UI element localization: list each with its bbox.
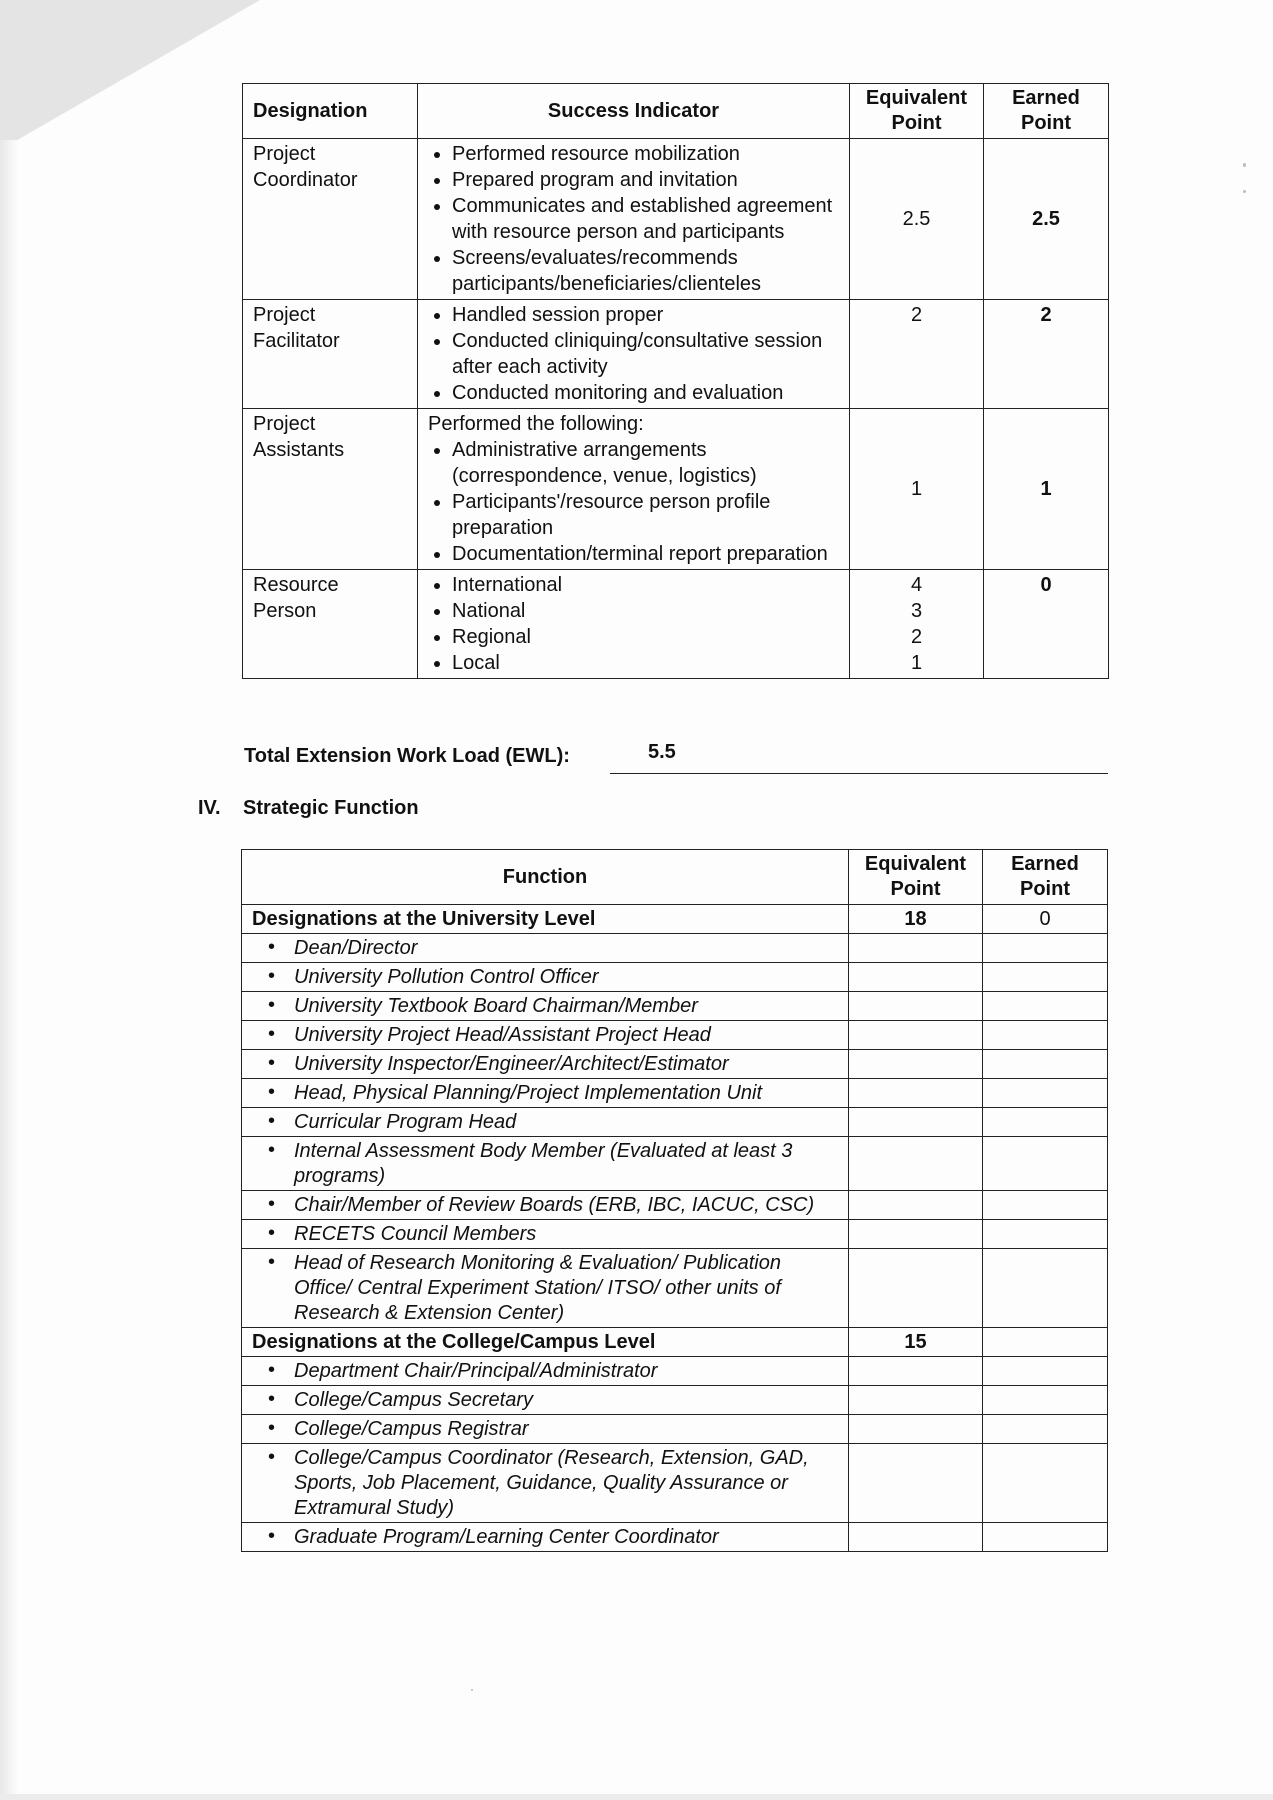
indicator-list: [428, 302, 839, 406]
table-row-project-assistants: [243, 409, 1109, 570]
table-row: [242, 1523, 1108, 1552]
equivalent-point-cell: [849, 1108, 983, 1137]
scan-speck: [1243, 163, 1246, 167]
table-row-resource-person: [243, 570, 1109, 679]
equivalent-point-cell: [849, 1050, 983, 1079]
list-item: • Local: [452, 650, 839, 676]
equivalent-point-cell: 18: [849, 905, 983, 934]
function-item: • University Textbook Board Chairman/Member: [242, 992, 849, 1021]
earned-point-cell: [983, 1220, 1108, 1249]
table-row: [242, 1191, 1108, 1220]
function-item: • Head of Research Monitoring & Evaluation/ Publication Office/ Central Experiment Station/ ITSO/ other units of Research & Extension Center): [242, 1249, 849, 1328]
designation-cell: Project Coordinator: [243, 139, 418, 300]
indicator-list: [428, 437, 839, 567]
list-item: • Participants'/resource person profile preparation: [452, 489, 839, 541]
equivalent-point-cell: 1: [850, 409, 984, 570]
total-ewl-label: Total Extension Work Load (EWL):: [244, 745, 570, 767]
function-item: • University Project Head/Assistant Project Head: [242, 1021, 849, 1050]
table-row-project-facilitator: [243, 300, 1109, 409]
designation-cell: Project Assistants: [243, 409, 418, 570]
indicator-cell: [418, 409, 850, 570]
earned-point-cell: 2.5: [984, 139, 1109, 300]
earned-point-cell: 2: [984, 300, 1109, 409]
equivalent-point-value: 2: [910, 626, 923, 648]
earned-point-cell: [983, 1108, 1108, 1137]
equivalent-point-cell: [849, 1079, 983, 1108]
earned-point-cell: 1: [984, 409, 1109, 570]
earned-point-cell: [983, 1444, 1108, 1523]
equivalent-point-cell: [849, 1444, 983, 1523]
list-item: • Performed resource mobilization: [452, 141, 839, 167]
scan-speck: [1243, 190, 1246, 193]
designation-cell: Project Facilitator: [243, 300, 418, 409]
equivalent-point-cell: [849, 1523, 983, 1552]
earned-point-cell: [983, 1249, 1108, 1328]
equivalent-point-header: Equivalent Point: [850, 84, 984, 139]
equivalent-point-cell: [849, 1220, 983, 1249]
table-row: [242, 1050, 1108, 1079]
earned-point-cell: [983, 1386, 1108, 1415]
list-item: • Documentation/terminal report preparation: [452, 541, 839, 567]
equivalent-point-cell: 2: [850, 300, 984, 409]
table-row: [242, 1357, 1108, 1386]
equivalent-point-cell: [849, 1021, 983, 1050]
table-row: [242, 1079, 1108, 1108]
indicator-cell: [418, 570, 850, 679]
table-row: [242, 963, 1108, 992]
equivalent-point-cell: [849, 1191, 983, 1220]
category-label: Designations at the University Level: [242, 905, 849, 934]
equivalent-point-cell: [849, 992, 983, 1021]
indicator-cell: [418, 139, 850, 300]
section-title: Strategic Function: [243, 797, 419, 819]
table-row-project-coordinator: [243, 139, 1109, 300]
table-row: [242, 934, 1108, 963]
earned-point-header: Earned Point: [984, 84, 1109, 139]
table-row: [242, 1415, 1108, 1444]
category-label: Designations at the College/Campus Level: [242, 1328, 849, 1357]
earned-point-cell: [983, 1137, 1108, 1191]
table-row: [242, 992, 1108, 1021]
table-row: [242, 1220, 1108, 1249]
function-header: Function: [242, 850, 849, 905]
section-numeral: IV.: [198, 797, 221, 819]
list-item: • Prepared program and invitation: [452, 167, 839, 193]
earned-point-cell: [983, 1357, 1108, 1386]
function-item: • RECETS Council Members: [242, 1220, 849, 1249]
earned-point-cell: [983, 1079, 1108, 1108]
function-item: • College/Campus Coordinator (Research, Extension, GAD, Sports, Job Placement, Guidance, Quality Assurance or Extramural Study): [242, 1444, 849, 1523]
indicator-list: [428, 572, 839, 676]
function-item: • University Inspector/Engineer/Architect/Estimator: [242, 1050, 849, 1079]
earned-point-cell: [983, 1415, 1108, 1444]
list-item: • Communicates and established agreement with resource person and participants: [452, 193, 839, 245]
earned-point-cell: [983, 1328, 1108, 1357]
table-row: [242, 1021, 1108, 1050]
table-header-row: [242, 850, 1108, 905]
function-item: • College/Campus Secretary: [242, 1386, 849, 1415]
total-ewl-value: 5.5: [648, 741, 676, 763]
table-row: [242, 1444, 1108, 1523]
earned-point-cell: 0: [984, 570, 1109, 679]
table-row: [242, 1249, 1108, 1328]
equivalent-point-cell: 15: [849, 1328, 983, 1357]
extension-work-load-table: [242, 83, 1109, 679]
equivalent-point-cell: [850, 570, 984, 679]
total-ewl-underline: [610, 773, 1108, 774]
table-row: [242, 1108, 1108, 1137]
page-corner-shadow: [0, 0, 260, 150]
equivalent-point-cell: [849, 1137, 983, 1191]
earned-point-cell: [983, 1191, 1108, 1220]
strategic-function-table: [241, 849, 1108, 1552]
indicator-list: [428, 141, 839, 297]
function-item: • Internal Assessment Body Member (Evaluated at least 3 programs): [242, 1137, 849, 1191]
earned-point-cell: [983, 1523, 1108, 1552]
list-item: • Handled session proper: [452, 302, 839, 328]
equivalent-point-cell: [849, 934, 983, 963]
list-item: • Screens/evaluates/recommends participants/beneficiaries/clienteles: [452, 245, 839, 297]
page-edge-shadow: [0, 140, 18, 1800]
list-item: • Administrative arrangements (correspondence, venue, logistics): [452, 437, 839, 489]
category-row-college: [242, 1328, 1108, 1357]
equivalent-point-cell: [849, 1386, 983, 1415]
function-item: • College/Campus Registrar: [242, 1415, 849, 1444]
designation-cell: Resource Person: [243, 570, 418, 679]
list-item: • Conducted cliniquing/consultative session after each activity: [452, 328, 839, 380]
function-item: • University Pollution Control Officer: [242, 963, 849, 992]
equivalent-point-header: Equivalent Point: [849, 850, 983, 905]
list-item: • National: [452, 598, 839, 624]
function-item: • Curricular Program Head: [242, 1108, 849, 1137]
function-item: • Graduate Program/Learning Center Coordinator: [242, 1523, 849, 1552]
section-heading: [198, 797, 419, 820]
total-ewl-row: [244, 741, 1108, 775]
success-indicator-header: Success Indicator: [418, 84, 850, 139]
earned-point-cell: [983, 992, 1108, 1021]
list-item: • International: [452, 572, 839, 598]
scan-speck: [471, 1689, 473, 1691]
earned-point-cell: [983, 1050, 1108, 1079]
function-item: • Department Chair/Principal/Administrator: [242, 1357, 849, 1386]
earned-point-header: Earned Point: [983, 850, 1108, 905]
page-bottom-edge: [0, 1794, 1273, 1800]
earned-point-cell: [983, 1021, 1108, 1050]
equivalent-point-value: 3: [910, 600, 923, 622]
table-header-row: [243, 84, 1109, 139]
equivalent-point-value: 4: [910, 574, 923, 596]
table-row: [242, 1386, 1108, 1415]
list-item: • Regional: [452, 624, 839, 650]
earned-point-cell: [983, 934, 1108, 963]
function-item: • Dean/Director: [242, 934, 849, 963]
function-item: • Chair/Member of Review Boards (ERB, IBC, IACUC, CSC): [242, 1191, 849, 1220]
equivalent-point-cell: [849, 1415, 983, 1444]
earned-point-cell: 0: [983, 905, 1108, 934]
equivalent-point-value: 1: [910, 652, 923, 674]
earned-point-cell: [983, 963, 1108, 992]
equivalent-point-cell: 2.5: [850, 139, 984, 300]
equivalent-point-cell: [849, 963, 983, 992]
list-item: • Conducted monitoring and evaluation: [452, 380, 839, 406]
indicator-intro: Performed the following:: [428, 413, 644, 435]
table-row: [242, 1137, 1108, 1191]
category-row-university: [242, 905, 1108, 934]
designation-header: Designation: [243, 84, 418, 139]
function-item: • Head, Physical Planning/Project Implementation Unit: [242, 1079, 849, 1108]
equivalent-point-cell: [849, 1249, 983, 1328]
indicator-cell: [418, 300, 850, 409]
equivalent-point-cell: [849, 1357, 983, 1386]
